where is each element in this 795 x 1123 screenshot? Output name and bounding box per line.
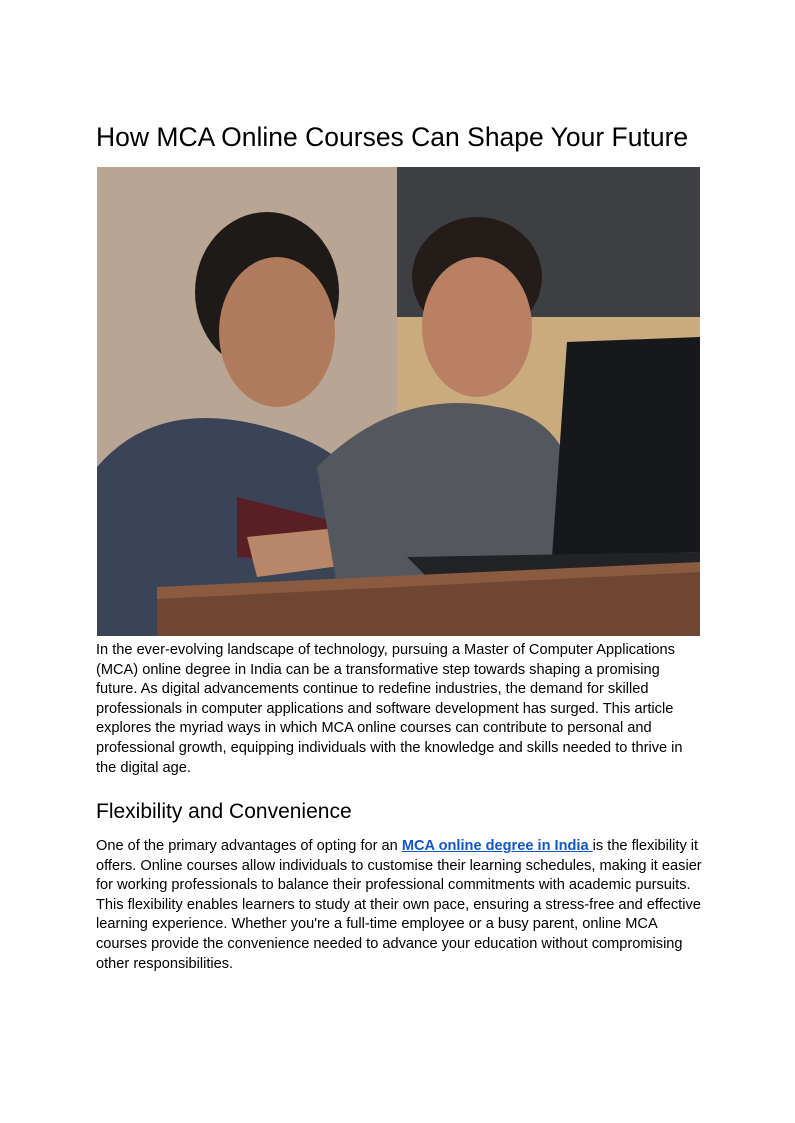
- flexibility-paragraph: [96, 837, 702, 974]
- photo-illustration: [97, 167, 700, 636]
- paragraph-text-after-link: is the flexibility it offers. Online courses allow individuals to customise their learning schedules, making it easier for working professionals to balance their professional commitments with academic pursuits. This flexibility enables learners to study at their own pace, ensuring a stress-free and effective learning experience. Whether you're a full-time employee or a busy parent, online MCA courses provide the convenience needed to advance your education without compromising other responsibilities.: [96, 838, 702, 972]
- mca-online-degree-link[interactable]: MCA online degree in India: [401, 838, 593, 854]
- paragraph-text-before-link: One of the primary advantages of opting for an: [96, 838, 402, 854]
- intro-paragraph: In the ever-evolving landscape of technology, pursuing a Master of Computer Applications (MCA) online degree in India can be a transformative step towards shaping a promising future. As digital advancements continue to redefine industries, the demand for skilled professionals in computer applications and software development has surged. This article explores the myriad ways in which MCA online courses can contribute to personal and professional growth, equipping individuals with the knowledge and skills needed to thrive in the digital age.: [96, 642, 683, 776]
- hero-image-students-with-laptop: [97, 167, 700, 636]
- section-heading: Flexibility and Convenience: [96, 800, 352, 823]
- page-title: How MCA Online Courses Can Shape Your Future: [96, 122, 689, 152]
